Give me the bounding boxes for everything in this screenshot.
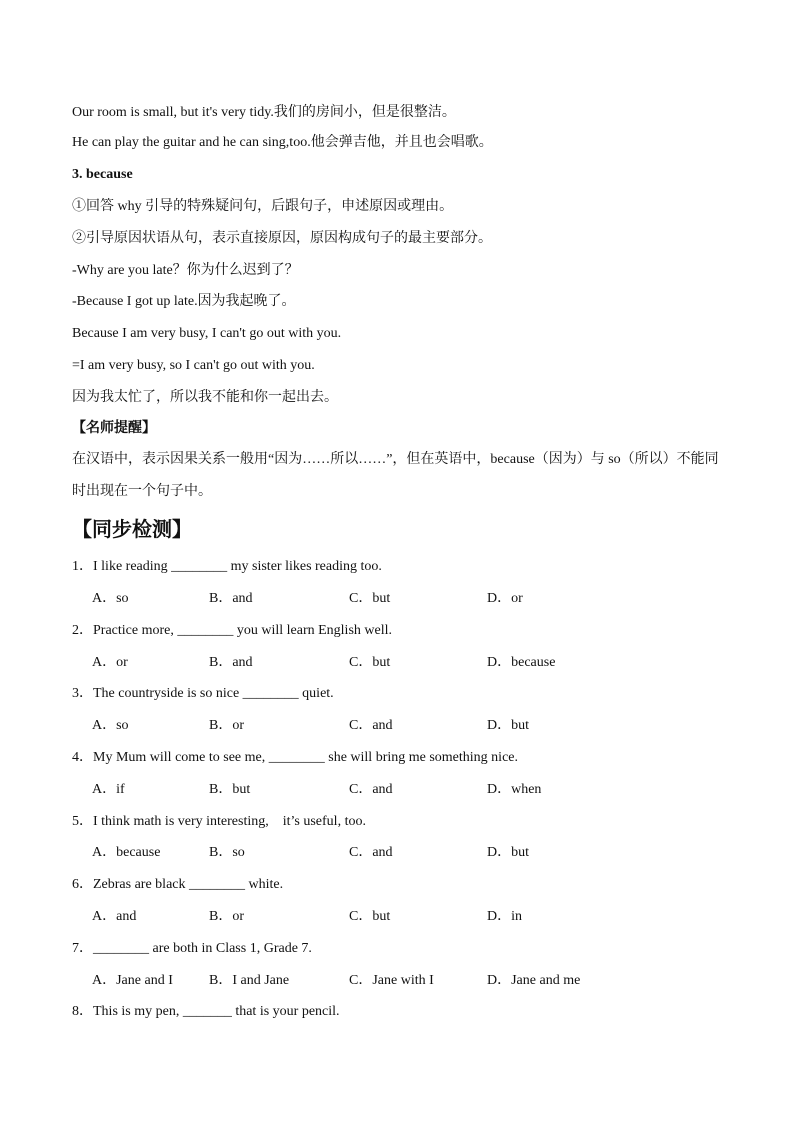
example-sentence-1: Our room is small, but it's very tidy.我们的房间小，但是很整洁。 (72, 105, 456, 120)
teacher-tip-text: 在汉语中，表示因果关系一般用“因为……所以……”，但在英语中，because（因为）与 so（所以）不能同时出现在一个句子中。 (72, 452, 719, 499)
question-3-option-d: D．but (487, 718, 529, 733)
question-1-option-a: A．so (92, 591, 129, 606)
section-title: 【同步检测】 (72, 517, 192, 541)
question-7-stem: 7．________ are both in Class 1, Grade 7. (72, 941, 312, 956)
because-heading: 3. because (72, 167, 133, 182)
question-5-option-b: B．so (209, 845, 245, 860)
question-5-option-c: C．and (349, 845, 393, 860)
question-7-option-b: B．I and Jane (209, 973, 290, 988)
question-6-option-a: A．and (92, 909, 137, 924)
question-6-option-b: B．or (209, 909, 244, 924)
question-4-option-d: D．when (487, 782, 542, 797)
question-7-option-d: D．Jane and me (487, 973, 581, 988)
example-sentence-2: He can play the guitar and he can sing,too.他会弹吉他，并且也会唱歌。 (72, 135, 493, 150)
question-7-option-a: A．Jane and I (92, 973, 173, 988)
question-5-option-d: D．but (487, 845, 529, 860)
question-2-option-a: A．or (92, 655, 128, 670)
because-point-2: ②引导原因状语从句，表示直接原因，原因构成句子的最主要部分。 (72, 231, 492, 246)
question-1-option-d: D．or (487, 591, 523, 606)
question-5-stem: 5．I think math is very interesting, it’s useful, too. (72, 814, 366, 829)
because-example-3: Because I am very busy, I can't go out with you. (72, 326, 342, 341)
question-6-option-d: D．in (487, 909, 522, 924)
question-3-stem: 3．The countryside is so nice ________ quiet. (72, 686, 334, 701)
teacher-tip-title: 【名师提醒】 (72, 421, 156, 436)
question-7-option-c: C．Jane with I (349, 973, 434, 988)
question-2-option-c: C．but (349, 655, 391, 670)
because-example-2: -Because I got up late.因为我起晚了。 (72, 294, 296, 309)
because-example-1: -Why are you late？你为什么迟到了？ (72, 263, 299, 278)
question-3-option-b: B．or (209, 718, 244, 733)
question-5-option-a: A．because (92, 845, 161, 860)
question-1-stem: 1．I like reading ________ my sister likes reading too. (72, 559, 382, 574)
question-1-option-b: B．and (209, 591, 253, 606)
question-2-option-d: D．because (487, 655, 556, 670)
question-2-stem: 2．Practice more, ________ you will learn English well. (72, 623, 392, 638)
because-example-4: =I am very busy, so I can't go out with you. (72, 358, 315, 373)
question-2-option-b: B．and (209, 655, 253, 670)
question-6-option-c: C．but (349, 909, 391, 924)
question-4-stem: 4．My Mum will come to see me, ________ she will bring me something nice. (72, 750, 518, 765)
question-6-stem: 6．Zebras are black ________ white. (72, 877, 284, 892)
question-3-option-c: C．and (349, 718, 393, 733)
question-4-option-b: B．but (209, 782, 251, 797)
because-example-5: 因为我太忙了，所以我不能和你一起出去。 (72, 390, 338, 405)
because-point-1: ①回答 why 引导的特殊疑问句，后跟句子，申述原因或理由。 (72, 199, 454, 214)
question-3-option-a: A．so (92, 718, 129, 733)
question-4-option-c: C．and (349, 782, 393, 797)
question-8-stem: 8．This is my pen, _______ that is your pencil. (72, 1004, 340, 1019)
question-4-option-a: A．if (92, 782, 125, 797)
question-1-option-c: C．but (349, 591, 391, 606)
